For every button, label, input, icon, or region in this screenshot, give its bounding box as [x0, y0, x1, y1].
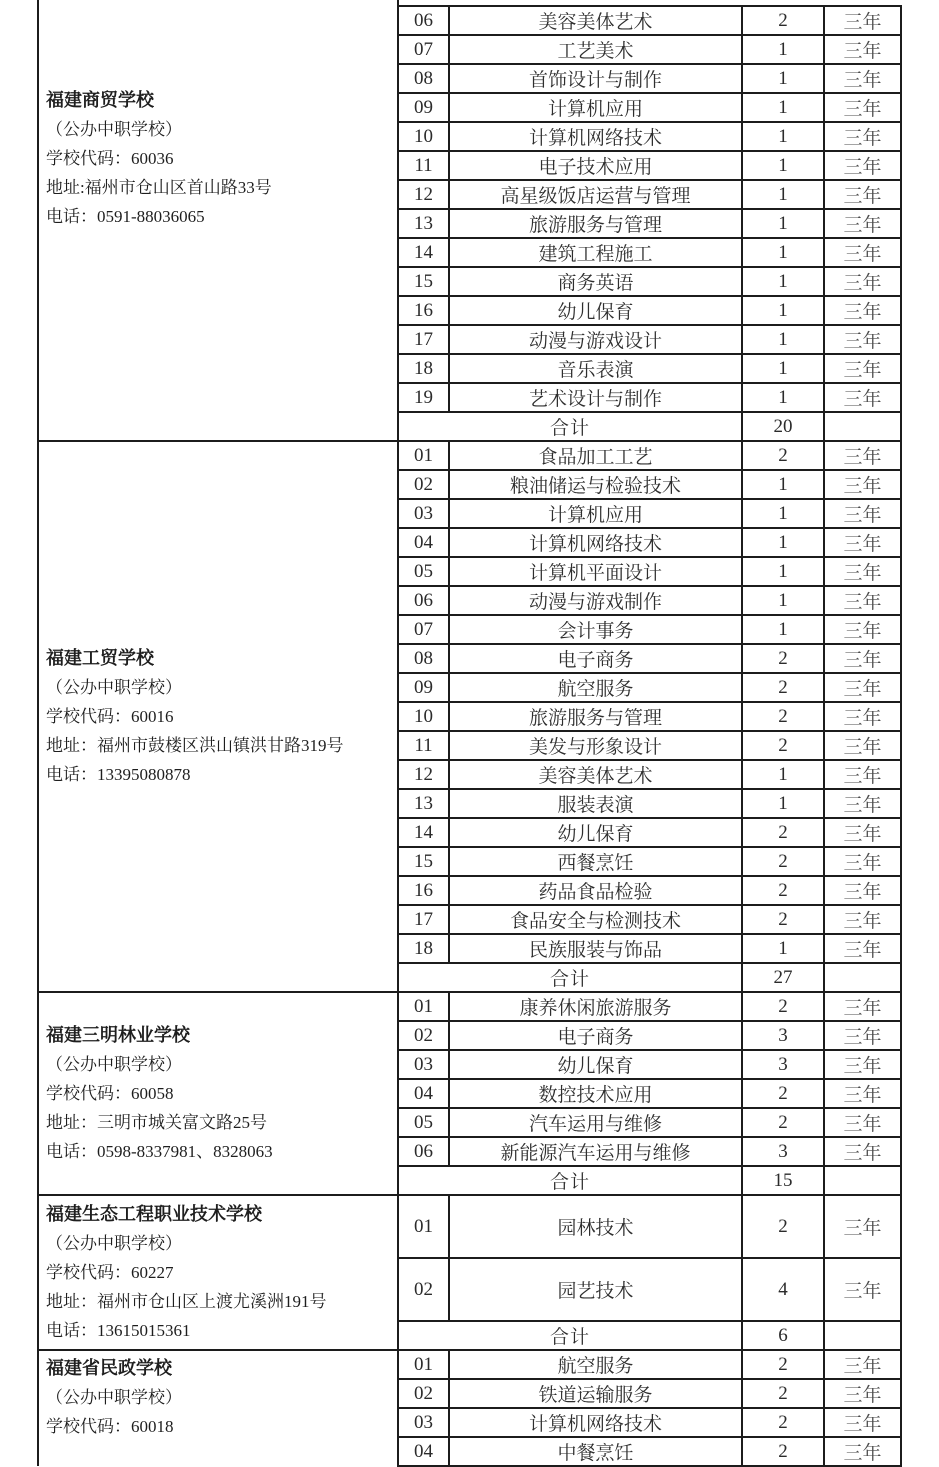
duration-cell: 三年	[824, 1079, 901, 1108]
count-cell: 1	[742, 267, 824, 296]
count-cell: 2	[742, 1437, 824, 1466]
school-name: 福建生态工程职业技术学校	[46, 1204, 262, 1224]
count-cell: 1	[742, 499, 824, 528]
count-cell: 1	[742, 122, 824, 151]
count-cell: 1	[742, 789, 824, 818]
row-number-cell: 04	[398, 1079, 449, 1108]
school-section	[38, 1195, 901, 1350]
duration-cell: 三年	[824, 470, 901, 499]
count-cell: 1	[742, 586, 824, 615]
school-section	[38, 441, 901, 992]
duration-cell: 三年	[824, 1408, 901, 1437]
row-number-cell: 01	[398, 1195, 449, 1258]
duration-cell: 三年	[824, 673, 901, 702]
total-duration-cell	[824, 963, 901, 992]
total-count-cell: 20	[742, 412, 824, 441]
count-cell: 2	[742, 1408, 824, 1437]
program-name-cell: 计算机网络技术	[449, 528, 742, 557]
row-number-cell: 02	[398, 1258, 449, 1321]
school-section	[38, 1350, 901, 1466]
row-number-cell: 07	[398, 35, 449, 64]
program-name-cell: 动漫与游戏制作	[449, 586, 742, 615]
count-cell: 3	[742, 1137, 824, 1166]
duration-cell: 三年	[824, 499, 901, 528]
duration-cell: 三年	[824, 1108, 901, 1137]
row-number-cell: 02	[398, 1379, 449, 1408]
row-number-cell: 16	[398, 876, 449, 905]
school-address: 地址：福州市鼓楼区洪山镇洪甘路319号	[46, 736, 344, 755]
row-number-cell: 15	[398, 267, 449, 296]
duration-cell: 三年	[824, 296, 901, 325]
row-number-cell: 13	[398, 789, 449, 818]
program-name-cell: 美发与形象设计	[449, 731, 742, 760]
program-name-cell: 首饰设计与制作	[449, 64, 742, 93]
program-name-cell: 新能源汽车运用与维修	[449, 1137, 742, 1166]
duration-cell: 三年	[824, 6, 901, 35]
count-cell: 1	[742, 383, 824, 412]
row-number-cell: 01	[398, 441, 449, 470]
program-name-cell: 计算机应用	[449, 93, 742, 122]
school-code: 学校代码：60018	[46, 1417, 174, 1436]
school-phone: 电话：13395080878	[46, 765, 191, 784]
count-cell: 1	[742, 934, 824, 963]
row-number-cell: 10	[398, 702, 449, 731]
count-cell: 2	[742, 1379, 824, 1408]
school-type: （公办中职学校）	[46, 1388, 182, 1407]
table-row	[38, 1195, 901, 1258]
count-cell: 4	[742, 1258, 824, 1321]
count-cell: 1	[742, 760, 824, 789]
count-cell: 2	[742, 992, 824, 1021]
program-name-cell: 中餐烹饪	[449, 1437, 742, 1466]
count-cell: 1	[742, 64, 824, 93]
program-name-cell: 艺术设计与制作	[449, 383, 742, 412]
row-number-cell: 15	[398, 847, 449, 876]
school-info-cell	[38, 0, 398, 441]
duration-cell: 三年	[824, 1050, 901, 1079]
duration-cell: 三年	[824, 789, 901, 818]
row-number-cell: 13	[398, 209, 449, 238]
count-cell: 2	[742, 1079, 824, 1108]
school-phone: 电话：0598-8337981、8328063	[46, 1142, 273, 1161]
row-number-cell: 06	[398, 586, 449, 615]
program-name-cell: 园林技术	[449, 1195, 742, 1258]
school-address: 地址:福州市仓山区首山路33号	[46, 178, 272, 197]
duration-cell: 三年	[824, 354, 901, 383]
duration-cell: 三年	[824, 180, 901, 209]
program-name-cell: 电子技术应用	[449, 151, 742, 180]
row-number-cell: 03	[398, 1050, 449, 1079]
count-cell: 1	[742, 93, 824, 122]
duration-cell: 三年	[824, 238, 901, 267]
school-type: （公办中职学校）	[46, 1055, 182, 1074]
count-cell: 1	[742, 180, 824, 209]
duration-cell: 三年	[824, 992, 901, 1021]
row-number-cell: 06	[398, 1137, 449, 1166]
duration-cell: 三年	[824, 1258, 901, 1321]
duration-cell: 三年	[824, 122, 901, 151]
program-name-cell: 计算机网络技术	[449, 122, 742, 151]
table-row	[38, 1350, 901, 1379]
row-number-cell: 18	[398, 934, 449, 963]
program-name-cell: 美容美体艺术	[449, 760, 742, 789]
schools-table	[37, 0, 902, 1467]
school-code: 学校代码：60036	[46, 149, 174, 168]
total-duration-cell	[824, 1166, 901, 1195]
program-name-cell: 汽车运用与维修	[449, 1108, 742, 1137]
row-number-cell: 04	[398, 1437, 449, 1466]
duration-cell: 三年	[824, 847, 901, 876]
duration-cell: 三年	[824, 1137, 901, 1166]
count-cell: 2	[742, 1195, 824, 1258]
table-row	[38, 992, 901, 1021]
duration-cell: 三年	[824, 760, 901, 789]
school-type: （公办中职学校）	[46, 678, 182, 697]
school-type: （公办中职学校）	[46, 1234, 182, 1253]
row-number-cell: 01	[398, 1350, 449, 1379]
count-cell: 1	[742, 209, 824, 238]
count-cell: 2	[742, 847, 824, 876]
duration-cell: 三年	[824, 702, 901, 731]
row-number-cell: 19	[398, 383, 449, 412]
row-number-cell: 05	[398, 1108, 449, 1137]
school-code: 学校代码：60058	[46, 1084, 174, 1103]
row-number-cell: 04	[398, 528, 449, 557]
program-name-cell: 航空服务	[449, 1350, 742, 1379]
duration-cell: 三年	[824, 731, 901, 760]
total-label-cell: 合计	[398, 1321, 742, 1350]
duration-cell: 三年	[824, 818, 901, 847]
program-name-cell: 电子商务	[449, 644, 742, 673]
total-count-cell: 15	[742, 1166, 824, 1195]
row-number-cell: 03	[398, 1408, 449, 1437]
program-name-cell: 食品加工工艺	[449, 441, 742, 470]
program-name-cell: 旅游服务与管理	[449, 209, 742, 238]
program-name-cell: 工艺美术	[449, 35, 742, 64]
program-name-cell: 音乐表演	[449, 354, 742, 383]
school-info-cell	[38, 441, 398, 992]
duration-cell: 三年	[824, 586, 901, 615]
total-label-cell: 合计	[398, 412, 742, 441]
duration-cell: 三年	[824, 1195, 901, 1258]
duration-cell: 三年	[824, 383, 901, 412]
row-number-cell: 11	[398, 151, 449, 180]
program-name-cell: 旅游服务与管理	[449, 702, 742, 731]
duration-cell: 三年	[824, 1437, 901, 1466]
count-cell: 1	[742, 35, 824, 64]
row-number-cell: 03	[398, 499, 449, 528]
total-label-cell: 合计	[398, 963, 742, 992]
row-number-cell: 02	[398, 470, 449, 499]
program-name-cell: 计算机网络技术	[449, 1408, 742, 1437]
count-cell: 1	[742, 528, 824, 557]
school-address: 地址：三明市城关富文路25号	[46, 1113, 267, 1132]
duration-cell: 三年	[824, 557, 901, 586]
count-cell: 2	[742, 673, 824, 702]
duration-cell: 三年	[824, 615, 901, 644]
duration-cell: 三年	[824, 151, 901, 180]
program-name-cell: 会计事务	[449, 615, 742, 644]
program-name-cell: 铁道运输服务	[449, 1379, 742, 1408]
duration-cell: 三年	[824, 528, 901, 557]
duration-cell: 三年	[824, 209, 901, 238]
row-number-cell: 17	[398, 905, 449, 934]
row-number-cell: 16	[398, 296, 449, 325]
count-cell: 2	[742, 1350, 824, 1379]
duration-cell: 三年	[824, 644, 901, 673]
program-name-cell: 电子商务	[449, 1021, 742, 1050]
duration-cell: 三年	[824, 1379, 901, 1408]
count-cell: 2	[742, 905, 824, 934]
school-name: 福建商贸学校	[46, 90, 154, 110]
program-name-cell: 幼儿保育	[449, 296, 742, 325]
count-cell: 1	[742, 296, 824, 325]
duration-cell: 三年	[824, 267, 901, 296]
duration-cell: 三年	[824, 934, 901, 963]
count-cell: 1	[742, 151, 824, 180]
program-name-cell: 计算机平面设计	[449, 557, 742, 586]
count-cell: 1	[742, 615, 824, 644]
count-cell: 2	[742, 6, 824, 35]
count-cell: 1	[742, 557, 824, 586]
program-name-cell: 西餐烹饪	[449, 847, 742, 876]
school-code: 学校代码：60227	[46, 1263, 174, 1282]
row-number-cell: 17	[398, 325, 449, 354]
row-number-cell: 09	[398, 93, 449, 122]
program-name-cell: 高星级饭店运营与管理	[449, 180, 742, 209]
school-address: 地址：福州市仓山区上渡尤溪洲191号	[46, 1292, 327, 1311]
row-number-cell: 10	[398, 122, 449, 151]
count-cell: 2	[742, 818, 824, 847]
row-number-cell: 11	[398, 731, 449, 760]
school-info-cell	[38, 1350, 398, 1466]
school-type: （公办中职学校）	[46, 120, 182, 139]
program-name-cell: 航空服务	[449, 673, 742, 702]
program-name-cell: 幼儿保育	[449, 1050, 742, 1079]
table-row	[38, 441, 901, 470]
program-name-cell: 幼儿保育	[449, 818, 742, 847]
program-name-cell: 建筑工程施工	[449, 238, 742, 267]
count-cell: 2	[742, 702, 824, 731]
row-number-cell: 18	[398, 354, 449, 383]
duration-cell: 三年	[824, 35, 901, 64]
total-duration-cell	[824, 1321, 901, 1350]
program-name-cell: 园艺技术	[449, 1258, 742, 1321]
row-number-cell: 08	[398, 644, 449, 673]
count-cell: 1	[742, 238, 824, 267]
row-number-cell: 05	[398, 557, 449, 586]
count-cell: 2	[742, 876, 824, 905]
program-name-cell: 康养休闲旅游服务	[449, 992, 742, 1021]
count-cell: 1	[742, 325, 824, 354]
school-phone: 电话：0591-88036065	[46, 207, 205, 226]
school-info-cell	[38, 1195, 398, 1350]
program-name-cell: 美容美体艺术	[449, 6, 742, 35]
duration-cell: 三年	[824, 876, 901, 905]
program-name-cell: 食品安全与检测技术	[449, 905, 742, 934]
row-number-cell: 01	[398, 992, 449, 1021]
count-cell: 2	[742, 1108, 824, 1137]
row-number-cell: 02	[398, 1021, 449, 1050]
school-section	[38, 0, 901, 441]
duration-cell: 三年	[824, 93, 901, 122]
school-name: 福建工贸学校	[46, 648, 154, 668]
program-name-cell: 民族服装与饰品	[449, 934, 742, 963]
school-name: 福建三明林业学校	[46, 1025, 190, 1045]
row-number-cell: 08	[398, 64, 449, 93]
total-count-cell: 6	[742, 1321, 824, 1350]
count-cell: 3	[742, 1021, 824, 1050]
count-cell: 2	[742, 441, 824, 470]
program-name-cell: 商务英语	[449, 267, 742, 296]
count-cell: 3	[742, 1050, 824, 1079]
total-label-cell: 合计	[398, 1166, 742, 1195]
row-number-cell: 14	[398, 238, 449, 267]
count-cell: 2	[742, 731, 824, 760]
row-number-cell: 09	[398, 673, 449, 702]
total-duration-cell	[824, 412, 901, 441]
count-cell: 1	[742, 470, 824, 499]
duration-cell: 三年	[824, 325, 901, 354]
row-number-cell: 06	[398, 6, 449, 35]
row-number-cell: 14	[398, 818, 449, 847]
school-section	[38, 992, 901, 1195]
duration-cell: 三年	[824, 905, 901, 934]
duration-cell: 三年	[824, 64, 901, 93]
school-code: 学校代码：60016	[46, 707, 174, 726]
duration-cell: 三年	[824, 1021, 901, 1050]
count-cell: 2	[742, 644, 824, 673]
program-name-cell: 动漫与游戏设计	[449, 325, 742, 354]
duration-cell: 三年	[824, 441, 901, 470]
row-number-cell: 12	[398, 760, 449, 789]
duration-cell: 三年	[824, 1350, 901, 1379]
program-name-cell: 计算机应用	[449, 499, 742, 528]
school-name: 福建省民政学校	[46, 1358, 172, 1378]
count-cell: 1	[742, 354, 824, 383]
school-info-cell	[38, 992, 398, 1195]
total-count-cell: 27	[742, 963, 824, 992]
row-number-cell: 07	[398, 615, 449, 644]
school-phone: 电话：13615015361	[46, 1321, 191, 1340]
program-name-cell: 数控技术应用	[449, 1079, 742, 1108]
program-name-cell: 药品食品检验	[449, 876, 742, 905]
row-number-cell: 12	[398, 180, 449, 209]
program-name-cell: 服装表演	[449, 789, 742, 818]
program-name-cell: 粮油储运与检验技术	[449, 470, 742, 499]
